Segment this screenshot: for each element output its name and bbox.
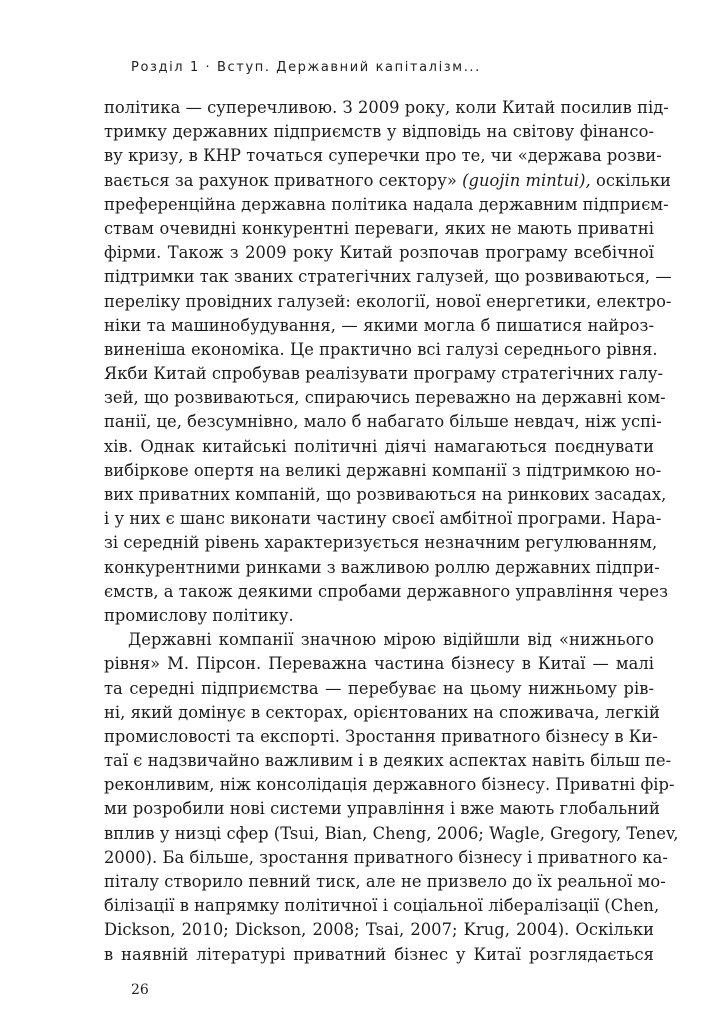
text-line: промисловості та експорті. Зростання приватного бізнесу в Ки-	[104, 726, 658, 746]
text-line: конкурентними ринками з важливою роллю державних підпри-	[104, 557, 660, 577]
text-line: і у них є шанс виконати частину своєї амбітної програми. Нара-	[104, 509, 662, 529]
paragraph-2	[104, 628, 679, 967]
page-number: 26	[131, 982, 149, 998]
text-line: панії, це, безсумнівно, мало б набагато більше невдач, ніж успі-	[104, 412, 662, 432]
text-line: ву кризу, в КНР точаться суперечки про те, чи «держава розви-	[104, 146, 662, 166]
text-line: промислову політику.	[104, 605, 294, 625]
text-line: зі середній рівень характеризується незначним регулюванням,	[104, 533, 658, 553]
text-line: хів. Однак китайські політичні діячі намагаються поєднувати	[104, 436, 654, 456]
paragraph-1	[104, 96, 672, 628]
text-line: Dickson, 2010; Dickson, 2008; Tsai, 2007; Krug, 2004). Оскільки	[104, 920, 654, 940]
text-line: та середні підприємства — перебуває на цьому нижньому рів-	[104, 678, 654, 698]
italic-term: (guojin mintui),	[462, 170, 591, 190]
text-line-with-italic	[104, 169, 671, 193]
text-line: виненіша економіка. Це практично всі галузі середнього рівня.	[104, 339, 658, 359]
text-line: вибіркове опертя на великі державні компанії з підтримкою но-	[104, 460, 662, 480]
text-line: ми розробили нові системи управління і вже мають глобальний	[104, 799, 660, 819]
text-line: тримку державних підприємств у відповідь на світову фінансо-	[104, 122, 654, 142]
text-line: ємств, а також деякими спробами державного управління через	[104, 581, 669, 601]
text-line: ствам очевидні конкурентні переваги, яких не мають приватні	[104, 218, 654, 238]
text-line: піталу створило певний тиск, але не призвело до їх реальної мо-	[104, 872, 666, 891]
text-line: зей, що розвиваються, спираючись переважно на державні ком-	[104, 388, 666, 408]
text-line: білізації в напрямку політичної і соціальної лібералізації (Chen,	[104, 896, 660, 916]
text-line: рівня» М. Пірсон. Переважна частина бізнесу в Китаї — малі	[104, 654, 654, 674]
text-line: вих приватних компаній, що розвиваються на ринкових засадах,	[104, 485, 667, 504]
text-line: преференційна державна політика надала державним підприєм-	[104, 194, 669, 214]
text-line: фірми. Також з 2009 року Китай розпочав програму всебічної	[104, 243, 654, 263]
text-segment: вається за рахунок приватного сектору»	[104, 170, 457, 190]
text-line: реконливим, ніж консолідація державного бізнесу. Приватні фір-	[104, 775, 675, 795]
text-line: вплив у низці сфер (Tsui, Bian, Cheng, 2006; Wagle, Gregory, Tenev,	[104, 823, 679, 843]
text-line: Якби Китай спробував реалізувати програму стратегічних галу-	[104, 364, 664, 384]
text-line: 2000). Ба більше, зростання приватного бізнесу і приватного ка-	[104, 847, 668, 867]
text-line: переліку провідних галузей: екології, нової енергетики, електро-	[104, 291, 672, 311]
text-line: Державні компанії значною мірою відійшли від «нижнього	[128, 630, 654, 650]
text-line: ні, який домінує в секторах, орієнтованих на споживача, легкій	[104, 702, 660, 722]
running-head: Розділ 1 · Вступ. Державний капіталізм...	[131, 60, 481, 75]
text-line: політика — суперечливою. З 2009 року, коли Китай посилив під-	[104, 98, 669, 117]
text-line: підтримки так званих стратегічних галузей, що розвиваються, —	[104, 267, 672, 287]
text-segment: оскільки	[590, 170, 671, 190]
text-line: ніки та машинобудування, — якими могла б пишатися найроз-	[104, 315, 654, 335]
text-line: в наявній літературі приватний бізнес у Китаї розглядається	[104, 944, 654, 964]
body-text	[104, 96, 679, 967]
text-line: таї є надзвичайно важливим і в деяких аспектах навіть більш пе-	[104, 751, 672, 771]
